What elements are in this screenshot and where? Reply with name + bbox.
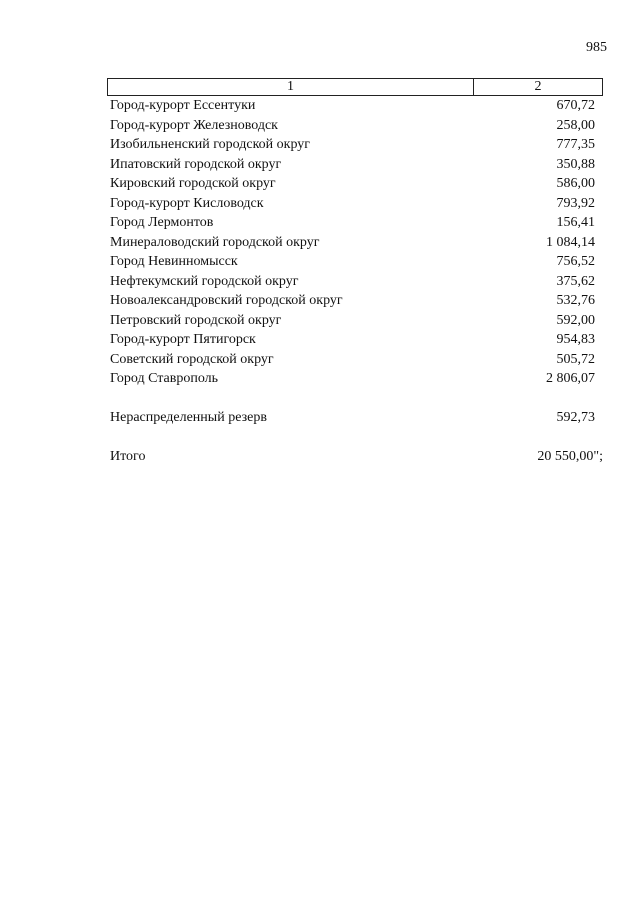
table-row: [110, 311, 595, 331]
table-header: [107, 78, 603, 96]
table-row: [110, 233, 595, 253]
column-header-1: 1: [108, 79, 474, 95]
table-row: [110, 155, 595, 175]
row-value: 586,00: [556, 176, 595, 191]
row-value: 156,41: [556, 215, 595, 230]
page-number: 985: [586, 40, 607, 55]
row-value: 777,35: [556, 137, 595, 152]
reserve-value: 592,73: [556, 410, 595, 425]
row-name: Ипатовский городской округ: [110, 156, 282, 172]
row-name: Петровский городской округ: [110, 312, 282, 328]
table-body: [110, 96, 595, 389]
table-row: [110, 369, 595, 389]
row-name: Изобильненский городской округ: [110, 137, 311, 152]
row-name: Город-курорт Кисловодск: [110, 195, 264, 211]
table-row: [110, 96, 595, 116]
table-row: [110, 272, 595, 292]
row-name: Новоалександровский городской округ: [110, 293, 343, 308]
row-value: 2 806,07: [546, 371, 595, 386]
reserve-label: Нераспределенный резерв: [110, 410, 267, 425]
reserve-row: [110, 408, 595, 428]
table-row: [110, 135, 595, 155]
row-value: 505,72: [556, 351, 595, 367]
row-name: Кировский городской округ: [110, 176, 276, 191]
row-value: 793,92: [556, 195, 595, 211]
table-row: [110, 330, 595, 350]
row-value: 258,00: [556, 117, 595, 133]
total-value: 20 550,00";: [537, 449, 603, 464]
table-row: [110, 116, 595, 136]
row-name: Советский городской округ: [110, 351, 274, 367]
table-row: [110, 194, 595, 214]
row-name: Город-курорт Пятигорск: [110, 332, 256, 347]
table-row: [110, 291, 595, 311]
row-value: 532,76: [556, 293, 595, 308]
row-value: 350,88: [556, 156, 595, 172]
table-row: [110, 350, 595, 370]
table-row: [110, 213, 595, 233]
table-row: [110, 252, 595, 272]
row-name: Город-курорт Ессентуки: [110, 98, 256, 113]
total-row: [110, 447, 603, 467]
row-name: Нефтекумский городской округ: [110, 273, 299, 289]
row-value: 954,83: [556, 332, 595, 347]
row-value: 592,00: [556, 312, 595, 328]
row-name: Минераловодский городской округ: [110, 234, 320, 250]
row-value: 375,62: [556, 273, 595, 289]
row-value: 756,52: [556, 254, 595, 269]
table-row: [110, 174, 595, 194]
total-label: Итого: [110, 449, 146, 464]
row-name: Город Невинномысск: [110, 254, 238, 269]
column-header-2: 2: [534, 79, 542, 94]
row-value: 670,72: [556, 98, 595, 113]
row-name: Город-курорт Железноводск: [110, 117, 278, 133]
row-value: 1 084,14: [546, 234, 595, 250]
row-name: Город Ставрополь: [110, 371, 219, 386]
row-name: Город Лермонтов: [110, 215, 214, 230]
